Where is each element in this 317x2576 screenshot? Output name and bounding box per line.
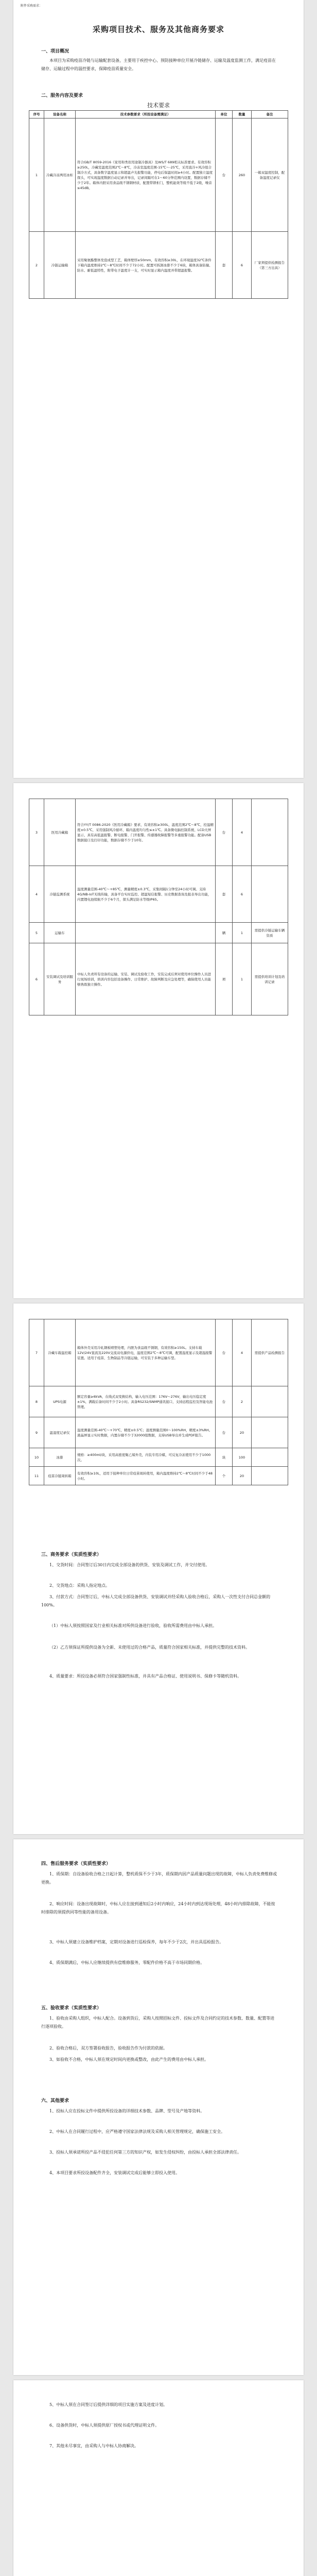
cell-name: 冷藏冷冻两用冰柜	[44, 118, 76, 232]
cell-note: 需提供培训计划及培训记录	[252, 943, 288, 1015]
col-header-name: 设备名称	[44, 111, 76, 118]
section-4-item: 3、中标人须建立设备维护档案，定期对设备进行巡检保养，每年不少于2次，并出具巡检报告。	[49, 1940, 224, 1944]
cell-unit: 块	[216, 1448, 233, 1467]
cell-note: 一箱双温度控制，配备温度记录仪	[252, 118, 288, 232]
section-5-item: 3、如验收不合格，中标人须在规定时间内更换或整改，由此产生的费用由中标人承担。	[49, 2057, 209, 2062]
document-page-5	[13, 2380, 304, 2576]
section-3-item: 3、付款方式：合同签订后，中标人完成全部设备供货、安装调试并经采购人验收合格后，采购人一次性支付合同总金额的100%。	[41, 1595, 271, 1607]
cell-no: 7	[29, 1319, 44, 1386]
cell-spec: 中标人负责所有设备的运输、安装、调试及验收工作，安装完成后须对使用单位操作人员进行现场培训，培训内容包括设备操作、日常维护、故障判断及应急处理等，确保使用人员能够熟练独立操作。	[76, 943, 216, 1015]
cell-qty: 6	[233, 232, 252, 299]
cell-no: 8	[29, 1386, 44, 1417]
col-header-note: 备注	[252, 111, 288, 118]
cell-unit: 台	[216, 799, 233, 866]
cell-qty: 100	[233, 1448, 252, 1467]
table-row	[29, 1467, 288, 1485]
cell-note	[252, 1417, 288, 1448]
section-4-heading: 四、售后服务要求（实质性要求）	[41, 1861, 111, 1867]
document-page-3	[13, 1303, 304, 1834]
table-row	[29, 943, 288, 1015]
section-4-item: 4、质保期满后，中标人应继续提供有偿维修服务，零配件价格不高于市场同期价格。	[49, 1960, 205, 1965]
cell-qty: 1	[233, 943, 252, 1015]
cell-note	[252, 1467, 288, 1485]
cell-no: 2	[29, 232, 44, 299]
requirements-table-part-2	[29, 799, 288, 1015]
section-3-item: 4、质量要求：所投设备必须符合国家强制性标准，并具有产品合格证、使用说明书、保修卡等随机资料。	[49, 1674, 242, 1679]
col-header-spec: 技术参数要求（所投设备需满足）	[76, 111, 216, 118]
cell-name: 温湿度记录仪	[44, 1417, 76, 1448]
cell-unit: 个	[216, 1467, 233, 1485]
section-6-item: 3、投标人须承诺所投产品不侵犯任何第三方的知识产权，如发生侵权纠纷，由投标人承担全部法律责任。	[49, 2150, 242, 2155]
table-row	[29, 1417, 288, 1448]
cell-note	[252, 1448, 288, 1467]
table-header-row	[29, 111, 288, 118]
section-3-heading: 三、商务要求（实质性要求）	[41, 1552, 102, 1557]
cell-note	[252, 799, 288, 866]
requirements-table-part-1	[29, 110, 288, 299]
cell-spec: 规格：≥400ml/块，采用高密度聚乙烯外壳，内装专用冷媒，可反复冷冻使用不少于1000次。	[76, 1448, 216, 1467]
section-6-item: 1、投标人应在投标文件中提供所投设备的详细技术参数、品牌、型号及产地等资料。	[49, 2109, 205, 2113]
table-row	[29, 923, 288, 943]
cell-spec: 箱体外壳采用冷轧钢板喷塑处理，内胆为食品级不锈钢，有效容积≥150L。支持车载12V/24V直流及220V交流双电源供电，温度范围2℃～8℃可调，配置温度显示及超温报警装置。适用于疫苗、生物制品等冷链运输，可安装于多种运输车型。	[76, 1319, 216, 1386]
cell-name: 冷链监测系统	[44, 866, 76, 923]
table-row	[29, 118, 288, 232]
section-3-item: （2）乙方须保证所提供设备为全新、未使用过的合格产品，质量符合国家相关标准，并提供完整的技术资料。	[49, 1645, 250, 1650]
cell-note	[252, 1386, 288, 1417]
section-2-heading: 二、服务内容及要求	[41, 93, 83, 98]
table-row	[29, 1448, 288, 1467]
document-page-1	[13, 0, 304, 778]
cell-qty: 20	[233, 1417, 252, 1448]
section-4-item: 2、响应时间：设备出现故障时，中标人应在接到通知后2小时内响应，24小时内到达现场处理，48小时内排除故障，不能按时排除的须提供同等性能的备用设备。	[41, 1902, 275, 1914]
cell-qty: 20	[233, 1467, 252, 1485]
cell-spec: 额定容量≥6kVA，在线式双变换结构，输入电压范围：176V～276V，输出电压稳定度±1%，满载后备时间不少于2小时。具备RS232/SNMP通讯接口，支持远程监控及智能电池管理。	[76, 1386, 216, 1417]
section-5-item: 2、验收合格后，双方签署验收报告，验收报告作为付款的依据。	[49, 2046, 168, 2050]
cell-qty: 6	[233, 866, 252, 923]
cell-unit: 台	[216, 118, 233, 232]
cell-name: 医用冷藏箱	[44, 799, 76, 866]
cell-name: UPS电源	[44, 1386, 76, 1417]
table-title: 技术要求	[147, 102, 170, 109]
cell-qty: 1	[233, 923, 252, 943]
section-1-heading: 一、项目概况	[41, 49, 69, 54]
document-page-4	[13, 1839, 304, 2375]
document-page-2	[13, 783, 304, 1298]
section-3-item: （1）中标人须按照国家及行业相关标准对所供设备进行验收，验收所需费用由中标人承担。	[49, 1623, 217, 1628]
section-6-item: 5、中标人须在合同签订后提供详细的项目实施方案及进度计划。	[49, 2402, 168, 2407]
cell-unit: 套	[216, 232, 233, 299]
cell-qty: 260	[233, 118, 252, 232]
cell-spec: 采用聚氨酯整体发泡成型工艺，箱体壁厚≥50mm，有效容积≥30L，在环境温度32℃条件下箱内温度维持2℃～8℃时间不少于72小时。配置可拆卸冰排不少于6块，箱体具备防撞、防水、耐低温特性，附带电子温度计一支，可实时显示箱内温度并带超温报警。	[76, 232, 216, 299]
cell-qty: 4	[233, 799, 252, 866]
section-1-text: 本项目为采购疫苗冷链与运输配套设备，主要用于疾控中心、预防接种单位开展冷链储存、运输及温度监测工作，满足疫苗在储存、运输过程中的温控要求，保障疫苗质量安全。	[41, 58, 276, 71]
cell-no: 1	[29, 118, 44, 232]
cell-note: 需提供冷链运输车辆资质	[252, 923, 288, 943]
table-row	[29, 232, 288, 299]
cell-no: 11	[29, 1467, 44, 1485]
cell-note	[252, 866, 288, 923]
cell-no: 10	[29, 1448, 44, 1467]
col-header-qty: 数量	[233, 111, 252, 118]
cell-unit: 项	[216, 943, 233, 1015]
cell-unit: 套	[216, 866, 233, 923]
cell-unit: 台	[216, 1386, 233, 1417]
cell-no: 4	[29, 866, 44, 923]
cell-spec: 温度测量范围-40℃～+70℃，精度±0.5℃；湿度测量范围0～100%RH，精度±3%RH。液晶屏显示实时数据，内置存储不少于32000组数据，支持USB导出并生成PDF报告。	[76, 1417, 216, 1448]
cell-name: 冷藏车载温控箱	[44, 1319, 76, 1386]
cell-name: 冰排	[44, 1448, 76, 1467]
cell-no: 3	[29, 799, 44, 866]
section-6-item: 7、其他未尽事宜，由采购人与中标人协商解决。	[49, 2444, 139, 2448]
table-row	[29, 1319, 288, 1386]
cell-spec: 符合GB/T 8059-2016《家用和类似用途制冷器具》及WS/T 689相关标准要求。有效容积≥250L，冷藏室温度范围2℃～8℃，冷冻室温度范围-15℃～-25℃，采用直冷+风冷组合制冷方式，具备数字温度显示和超温声光报警功能，停电后保温时间≥4小时。配置独立温度探头，可实现温度数据自动记录并导出，记录间隔可在1～60分钟范围内设置，数据存储不少于2年。箱体内胆采用食品级不锈钢材质，配置带锁柜门，整机能效等级不低于2级，噪音≤45dB。	[76, 118, 216, 232]
cell-spec	[76, 923, 216, 943]
section-6-item: 6、设备供货时，中标人须提供原厂授权书或代理证明文件。	[49, 2423, 160, 2428]
cell-no: 6	[29, 943, 44, 1015]
cell-name: 运输车	[44, 923, 76, 943]
cell-name: 疫苗冷链周转箱	[44, 1467, 76, 1485]
cell-qty: 2	[233, 1386, 252, 1417]
cell-spec: 符合YY/T 0086-2020《医用冷藏箱》要求，有效容积≥300L，温度范围2℃～8℃，控温精度±0.5℃，采用强制风冷循环，箱内温度均匀性≤±1℃。具备微电脑控制系统、LCD大屏显示，具有高低温报警、断电报警、门开报警、传感器故障报警等多重报警功能。配备USB数据接口及打印功能，数据存储不少于10年。	[76, 799, 216, 866]
cell-spec: 有效容积≥10L，适用于接种单位日常疫苗周转使用，箱内温度维持2℃～8℃时间不少于48小时。	[76, 1467, 216, 1485]
section-4-item: 1、质保期：自设备验收合格之日起计算，整机质保不少于3年，质保期内因产品质量问题出现的故障，中标人负责免费维修或更换。	[41, 1872, 277, 1885]
section-6-item: 2、中标人在合同履行过程中，应严格遵守国家法律法规及采购人相关管理规定，确保施工安全。	[49, 2129, 225, 2134]
section-5-heading: 五、验收要求（实质性要求）	[41, 2006, 102, 2011]
section-5-item: 1、验收由采购人组织，中标人配合。设备到货后，采购人按照招标文件、投标文件及合同约定的技术参数、数量、配置等进行逐项验收。	[41, 2016, 275, 2029]
col-header-unit: 单位	[216, 111, 233, 118]
cell-unit: 台	[216, 1319, 233, 1386]
header-note: 附件采购需求：	[21, 4, 43, 8]
document-title: 采购项目技术、服务及其他商务要求	[92, 25, 224, 34]
cell-name: 冷链运输箱	[44, 232, 76, 299]
cell-note: 需提供产品检测报告	[252, 1319, 288, 1386]
section-6-heading: 六、其他要求	[41, 2098, 69, 2104]
cell-spec: 温度测量范围-40℃～+85℃，测量精度±0.3℃，采集间隔1分钟至24小时可调。支持4G/NB-IoT无线传输，具备平台实时监控、超温短信报警、历史数据查询及报表导出功能，内置锂电池续航不少于6个月，探头满足防水等级IP65。	[76, 866, 216, 923]
cell-note: 厂家须提供检测报告（第三方出具）	[252, 232, 288, 299]
cell-qty: 4	[233, 1319, 252, 1386]
cell-no: 5	[29, 923, 44, 943]
col-header-no: 序号	[29, 111, 44, 118]
cell-unit: 台	[216, 1417, 233, 1448]
cell-unit: 辆	[216, 923, 233, 943]
cell-name: 安装调试及培训服务	[44, 943, 76, 1015]
section-3-item: 2、交货地点：采购人指定地点。	[49, 1583, 110, 1588]
requirements-table-part-3	[29, 1319, 288, 1485]
table-row	[29, 866, 288, 923]
cell-no: 9	[29, 1417, 44, 1448]
section-6-item: 4、本项目要求所投设备配件齐全，安装调试完成后能够立即投入使用。	[49, 2171, 180, 2175]
table-row	[29, 1386, 288, 1417]
section-3-item: 1、交货时间：合同签订后30日内完成全部设备的供货、安装及调试工作，并交付使用。	[49, 1563, 210, 1567]
table-row	[29, 799, 288, 866]
